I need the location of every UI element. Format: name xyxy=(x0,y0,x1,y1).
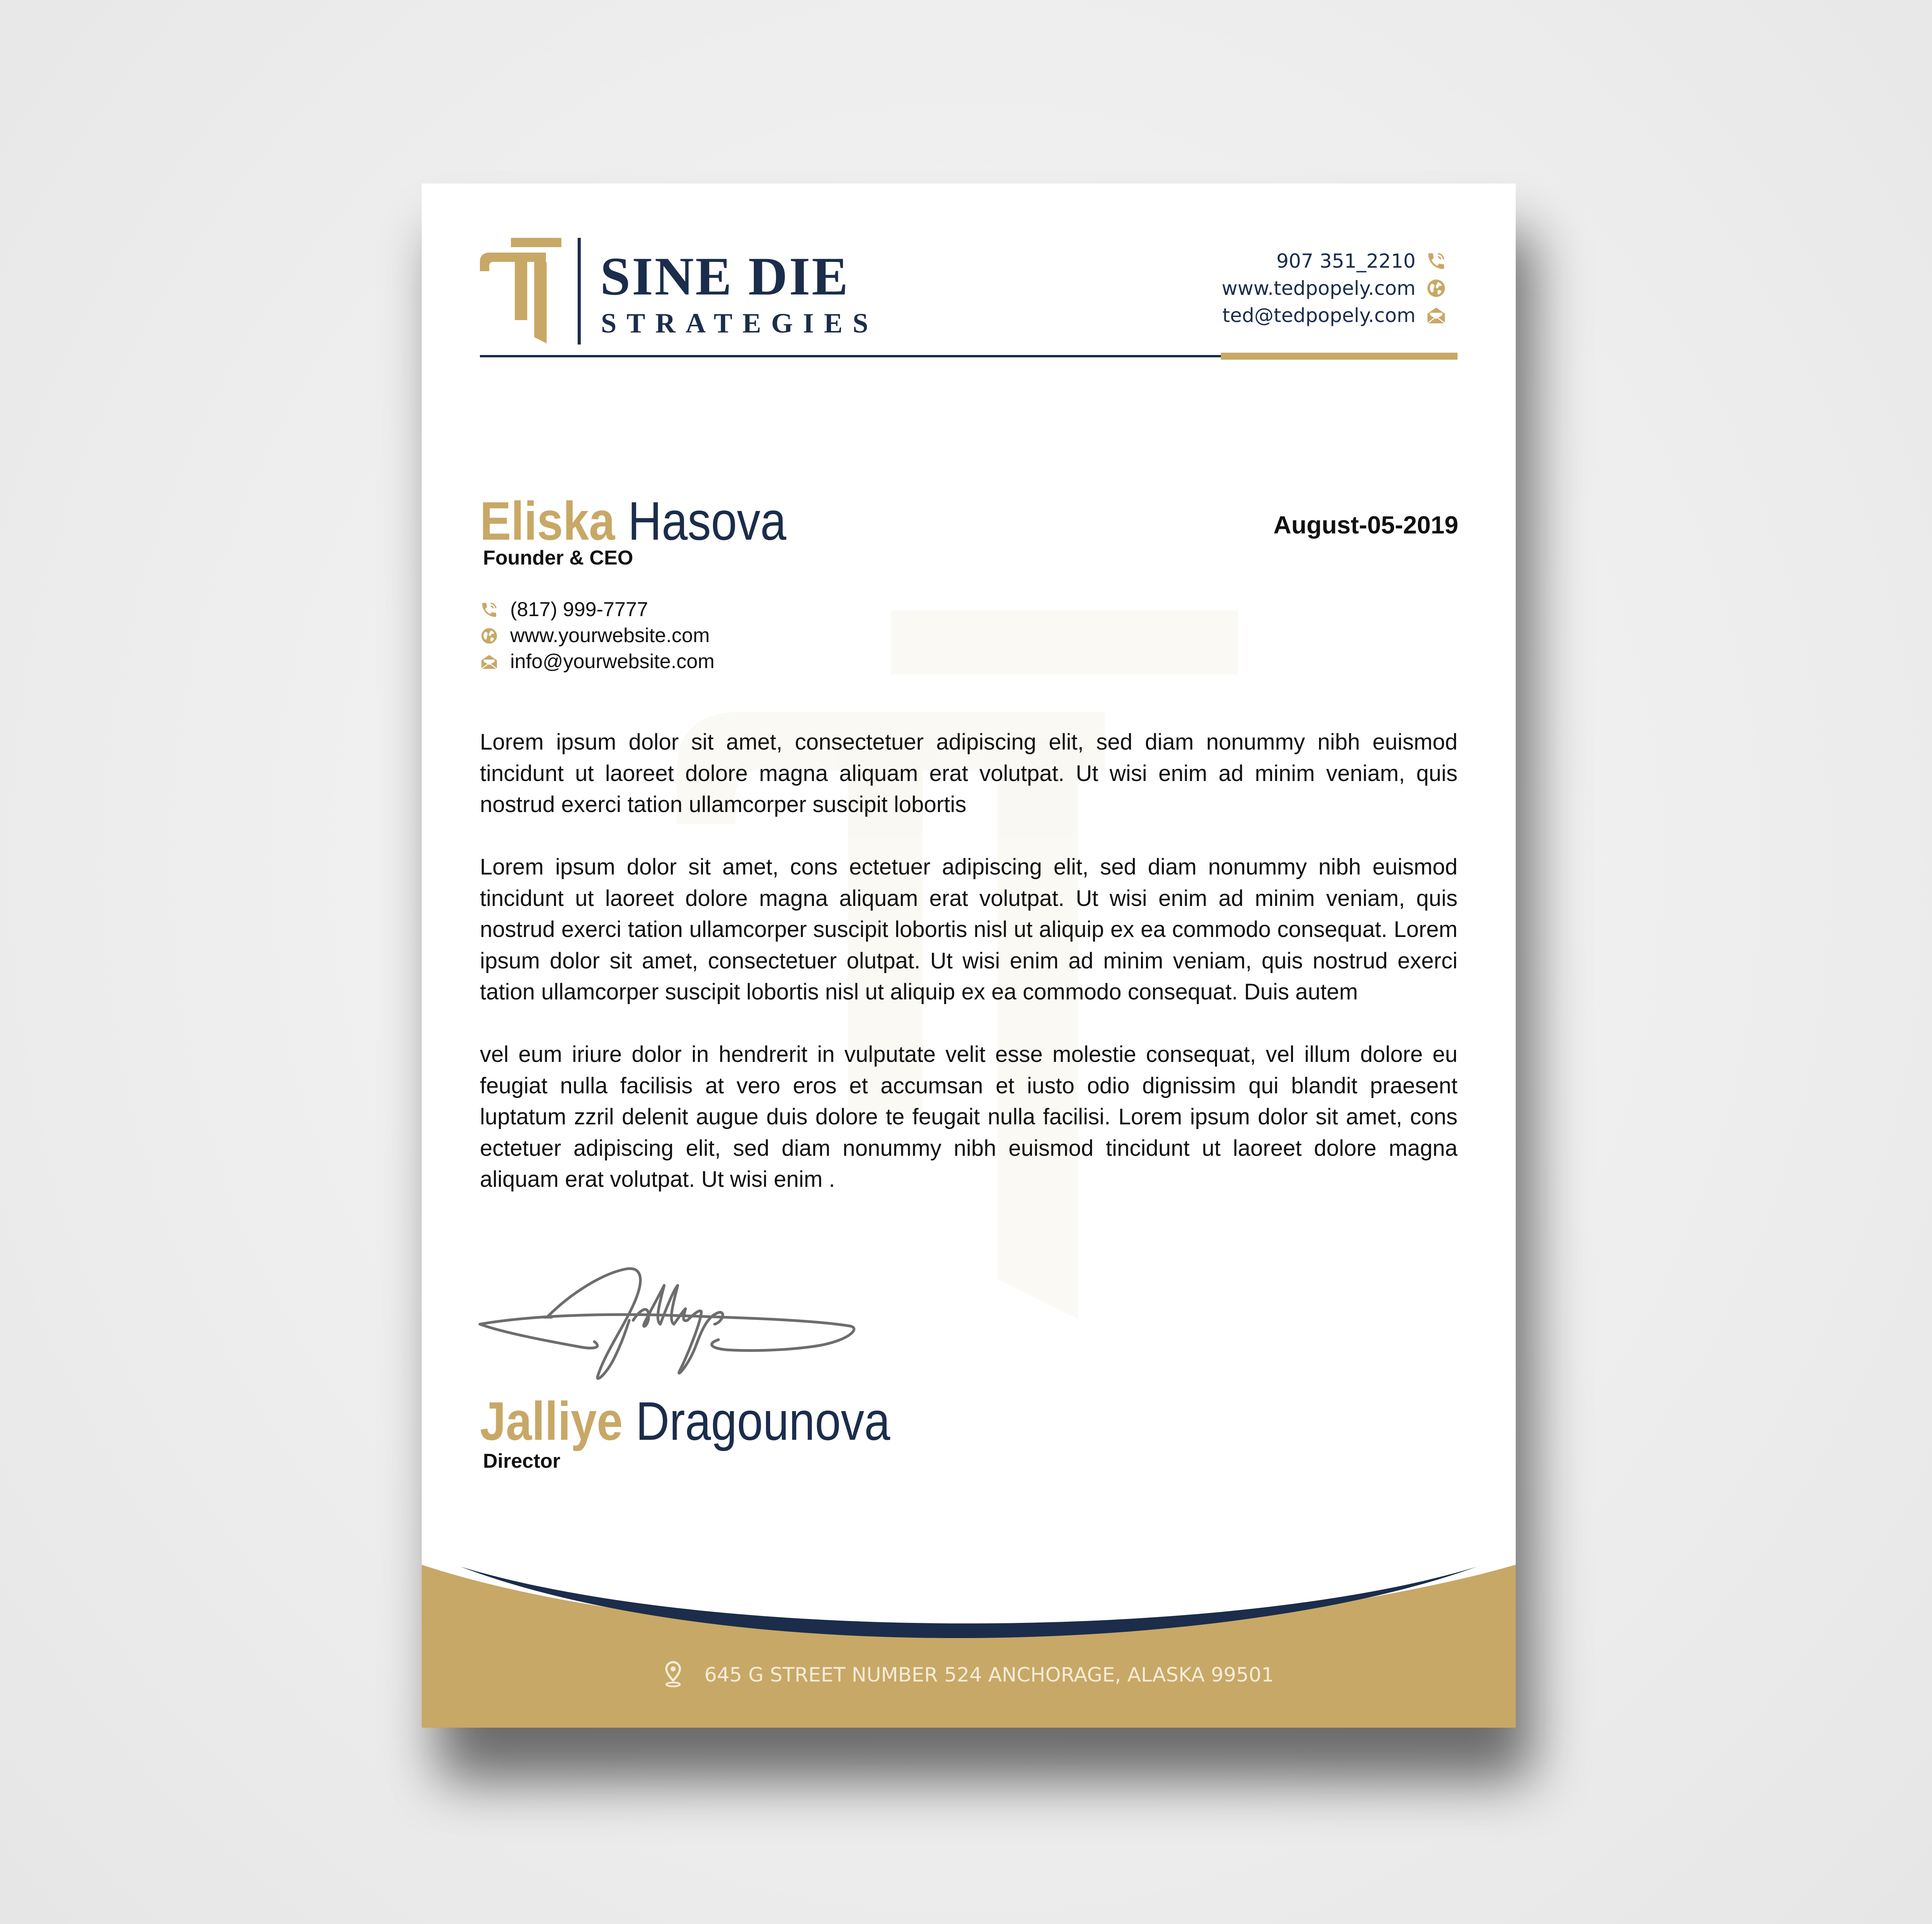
sender-email xyxy=(480,649,715,675)
header-email-text: ted@tedpopely.com xyxy=(1222,304,1416,327)
company-name: SINE DIE xyxy=(600,246,850,307)
logo-divider xyxy=(578,238,581,345)
signer-last-name: Dragounova xyxy=(635,1391,890,1451)
sender-email-text: info@yourwebsite.com xyxy=(510,650,715,673)
sender-website-text: www.yourwebsite.com xyxy=(510,624,710,647)
header-email xyxy=(1098,302,1447,329)
phone-icon xyxy=(1426,251,1447,272)
letter-body xyxy=(480,727,1458,1226)
envelope-icon xyxy=(480,653,499,671)
phone-icon xyxy=(480,601,499,619)
header-rule-navy xyxy=(480,355,1223,357)
sender-title: Founder & CEO xyxy=(483,547,634,569)
column-logo-icon xyxy=(480,238,569,346)
signer-first-name: Jalliye xyxy=(480,1391,623,1451)
header-website-text: www.tedpopely.com xyxy=(1222,277,1416,300)
footer-address xyxy=(422,1662,1516,1690)
globe-icon xyxy=(1426,278,1447,299)
sender-name xyxy=(480,490,786,552)
letterhead-page xyxy=(422,184,1516,1728)
body-paragraph-3: vel eum iriure dolor in hendrerit in vulputate velit esse molestie consequat, vel illum dolore eu feugiat nulla facilisis at vero eros et accumsan et iusto odio dignissim qui blandit praesent luptatum zzril delenit augue duis dolore te feugait nulla facilisi. Lorem ipsum dolor sit amet, cons ectetuer adipiscing elit, sed diam nonummy nibh euismod tincidunt ut laoreet dolore magna aliquam erat volutpat. Ut wisi enim . xyxy=(480,1042,1458,1192)
sender-phone-text: (817) 999-7777 xyxy=(510,598,648,621)
body-paragraph-1: Lorem ipsum dolor sit amet, consectetuer adipiscing elit, sed diam nonummy nibh euismod tincidunt ut laoreet dolore magna aliquam erat volutpat. Ut wisi enim ad minim veniam, quis nostrud exerci tation ullamcorper suscipit lobortis xyxy=(480,729,1458,817)
body-paragraph-2: Lorem ipsum dolor sit amet, cons ectetuer adipiscing elit, sed diam nonummy nibh euismod tincidunt ut laoreet dolore magna aliquam erat volutpat. Ut wisi enim ad minim veniam, quis nostrud exerci tation ullamcorper suscipit lobortis nisl ut aliquip ex ea commodo consequat. Lorem ipsum dolor sit amet, consectetuer olutpat. Ut wisi enim ad minim veniam, quis nostrud exerci tation ullamcorper suscipit lobortis nisl ut aliquip ex ea commodo consequat. Duis autem xyxy=(480,854,1458,1004)
footer-wave xyxy=(422,1565,1516,1728)
sender-phone xyxy=(480,597,715,623)
footer-address-text: 645 G STREET NUMBER 524 ANCHORAGE, ALASKA 99501 xyxy=(704,1664,1274,1687)
sender-last-name: Hasova xyxy=(628,490,786,551)
company-logo xyxy=(480,238,878,346)
header-contact xyxy=(1098,248,1447,329)
header-rule-gold xyxy=(1221,353,1458,360)
sender-contact xyxy=(480,597,715,675)
sender-first-name: Eliska xyxy=(480,490,615,551)
handwritten-signature xyxy=(478,1258,858,1386)
envelope-icon xyxy=(1426,305,1447,326)
header-website xyxy=(1098,275,1447,302)
letter-date: August-05-2019 xyxy=(1273,511,1458,539)
header-phone-text: 907 351_2210 xyxy=(1276,250,1416,272)
sender-website xyxy=(480,623,715,649)
map-pin-icon xyxy=(663,1660,683,1687)
header-phone xyxy=(1098,248,1447,275)
company-tagline: STRATEGIES xyxy=(601,308,878,339)
globe-icon xyxy=(480,627,499,645)
signer-name xyxy=(480,1390,890,1452)
signer-title: Director xyxy=(483,1450,561,1472)
